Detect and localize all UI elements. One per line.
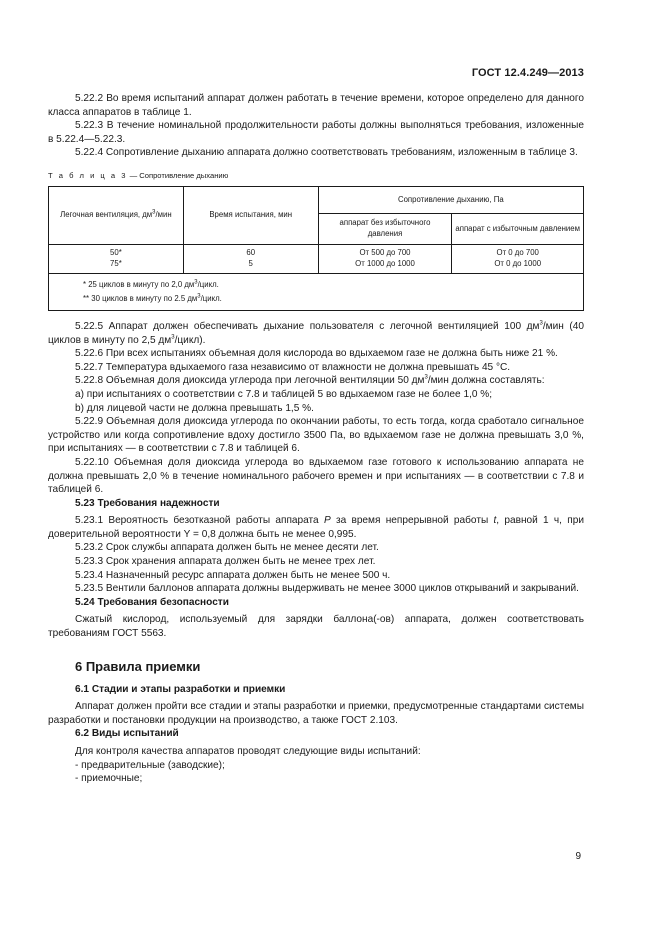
header-no-overpressure: аппарат без избыточного давления — [318, 213, 452, 244]
paragraph-5-22-9: 5.22.9 Объемная доля диоксида углерода по окончании работы, то есть тогда, когда сработало сигнальное устройство или когда сопротивление вдоху достигло 3500 Па, во вдыхаемом газе не должна превышать 3,0 %, при испытаниях — в соответствии с 7.8 и таблицей 6. — [48, 416, 584, 455]
section-title-5-24: 5.24 Требования безопасности — [75, 596, 229, 608]
paragraph-5-23-2: 5.23.2 Срок службы аппарата должен быть не менее десяти лет. — [75, 542, 379, 554]
paragraph-5-22-6: 5.22.6 При всех испытаниях объемная доля кислорода во вдыхаемом газе не должна быть ниже 21 %. — [75, 348, 558, 360]
table-caption-label: Т а б л и ц а 3 — [48, 170, 128, 180]
table-notes — [49, 273, 584, 310]
section-title-6-1: 6.1 Стадии и этапы разработки и приемки — [75, 683, 286, 695]
table-caption-text: — Сопротивление дыханию — [127, 170, 229, 180]
list-item-acceptance: - приемочные; — [75, 773, 143, 785]
paragraph-5-23-1: 5.23.1 Вероятность безотказной работы аппарата P за время непрерывной работы t, равной 1 ч, при доверительной вероятности Υ = 0,8 должна быть не менее 0,995. — [48, 515, 584, 540]
chapter-title-6: 6 Правила приемки — [75, 658, 201, 674]
paragraph-5-22-8: 5.22.8 Объемная доля диоксида углерода при легочной вентиляции 50 $дм^3$/мин должна составлять: — [75, 374, 545, 387]
cell-test-time: 60 5 — [183, 244, 318, 273]
cell-no-overpressure: От 500 до 700 От 1000 до 1000 — [318, 244, 452, 273]
table-note-2: ** 30 циклов в минуту по 2.5 $дм^3$/цикл. — [83, 293, 222, 303]
list-item-preliminary: - предварительные (заводские); — [75, 759, 225, 771]
cell-overpressure: От 0 до 700 От 0 до 1000 — [452, 244, 584, 273]
header-test-time: Время испытания, мин — [183, 186, 318, 244]
header-resistance-group: Сопротивление дыханию, Па — [318, 186, 583, 213]
cell-ventilation: 50* 75* — [49, 244, 184, 273]
paragraph-5-22-4: 5.22.4 Сопротивление дыханию аппарата должно соответствовать требованиям, изложенным в таблице 3. — [75, 147, 578, 159]
page-number: 9 — [575, 851, 581, 862]
paragraph-5-22-2: 5.22.2 Во время испытаний аппарат должен работать в течение времени, которое определено для данного класса аппаратов в таблице 1. — [48, 93, 584, 118]
list-item-a: a) при испытаниях о соответствии с 7.8 и таблицей 5 во вдыхаемом газе не более 1,0 %; — [75, 388, 493, 400]
paragraph-5-23-3: 5.23.3 Срок хранения аппарата должен быть не менее трех лет. — [75, 556, 376, 568]
paragraph-5-23-4: 5.23.4 Назначенный ресурс аппарата должен быть не менее 500 ч. — [75, 569, 391, 581]
document-code: ГОСТ 12.4.249—2013 — [471, 67, 584, 79]
list-item-b: b) для лицевой части не должна превышать 1,5 %. — [75, 402, 314, 414]
paragraph-5-22-3: 5.22.3 В течение номинальной продолжительности работы должны выполняться требования, изложенные в 5.22.4—5.22.3. — [48, 120, 584, 145]
table-caption — [48, 170, 584, 181]
breathing-resistance-table — [48, 186, 584, 311]
header-ventilation: Легочная вентиляция, $дм^3$/мин — [49, 186, 184, 244]
section-title-6-2: 6.2 Виды испытаний — [75, 728, 179, 740]
header-overpressure: аппарат с избыточным давлением — [452, 213, 584, 244]
table-note-1: * 25 циклов в минуту по 2,0 $дм^3$/цикл. — [83, 279, 219, 289]
paragraph-5-22-7: 5.22.7 Температура вдыхаемого газа независимо от влажности не должна превышать 45 °С. — [75, 361, 511, 373]
paragraph-6-1: Аппарат должен пройти все стадии и этапы разработки и приемки, предусмотренные стандартами системы разработки и постановки продукции на производство, а также ГОСТ 2.103. — [48, 701, 584, 726]
paragraph-5-23-5: 5.23.5 Вентили баллонов аппарата должны выдерживать не менее 3000 циклов открываний и закрываний. — [75, 583, 579, 595]
paragraph-6-2: Для контроля качества аппаратов проводят следующие виды испытаний: — [75, 746, 421, 757]
section-title-5-23: 5.23 Требования надежности — [75, 497, 220, 509]
paragraph-5-24: Сжатый кислород, используемый для зарядки баллона(-ов) аппарата, должен соответствовать требованиям ГОСТ 5563. — [48, 614, 584, 640]
page-body — [48, 92, 584, 786]
paragraph-5-22-5: 5.22.5 Аппарат должен обеспечивать дыхание пользователя с легочной вентиляцией 100 $дм^3$/мин (40 циклов в минуту по 2,5 $дм^3/цикл$). — [48, 320, 584, 346]
paragraph-5-22-10: 5.22.10 Объемная доля диоксида углерода во вдыхаемом газе готового к использованию аппарата не должна превышать 2,0 % в течение номинального рабочего времен и при испытаниях — в соответствии с 7.8 и таблицей 6. — [48, 456, 584, 496]
